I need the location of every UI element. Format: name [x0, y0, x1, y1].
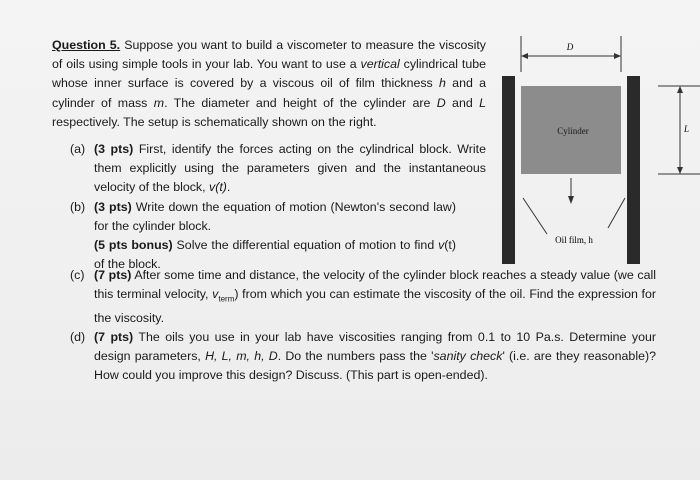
text-segment: . Do the numbers pass the ' — [277, 349, 434, 364]
text-segment: term — [218, 294, 235, 304]
label-cylinder: Cylinder — [557, 126, 589, 136]
label-l: L — [684, 124, 690, 134]
text-segment: m — [153, 95, 165, 110]
l-arrow-bottom — [677, 167, 683, 174]
text-segment: sanity check — [433, 349, 503, 364]
text-segment: vertical — [360, 57, 400, 72]
part-c — [52, 266, 656, 328]
question-text-full — [52, 266, 656, 386]
text-segment: ' (i.e. are they reasonable)? How could you improve this design? Discuss. (This part is open-ended). — [94, 349, 656, 383]
text-segment: (3 pts) — [94, 142, 134, 157]
question-text-left — [52, 36, 486, 274]
text-segment: respectively. The setup is schematically shown on the right. — [52, 114, 377, 129]
l-arrow-top — [677, 86, 683, 93]
question-number: Question 5. — [52, 38, 121, 52]
text-segment: L — [479, 95, 486, 110]
question-intro — [52, 36, 486, 132]
oil-film-pointer-right — [608, 198, 625, 228]
d-arrow-right — [614, 53, 621, 59]
viscometer-diagram — [490, 30, 700, 270]
text-segment: The oils you use in your lab have viscosities ranging from 0.1 to 10 Pa.s. Determine your design parameters, — [94, 330, 656, 364]
text-segment: H, L, m, h, D — [205, 349, 278, 364]
text-segment: v — [212, 287, 219, 302]
tube-wall-left — [502, 76, 515, 264]
text-segment: Solve the differential equation of motion to find — [172, 238, 439, 253]
text-segment: Suppose you want to build a viscometer to measure the viscosity of oils using simple tools in your lab. You want to use a — [52, 38, 486, 72]
part-a-text — [94, 140, 486, 198]
label-d: D — [566, 42, 574, 52]
velocity-arrow-head — [568, 196, 574, 204]
label-oil-film: Oil film, h — [555, 235, 593, 245]
oil-film-pointer-left — [523, 198, 547, 234]
text-segment: (5 pts bonus) — [94, 238, 173, 253]
part-d-label: (d) — [70, 330, 86, 345]
text-segment: ) from which you can estimate the viscosity of the oil. Find the expression for the viscosity. — [94, 287, 656, 325]
text-segment: First, identify the forces acting on the cylindrical block. Write them explicitly using the parameters given and the instantaneous velocity of the block, — [94, 142, 486, 195]
part-c-label: (c) — [70, 268, 85, 282]
text-segment: (3 pts) — [94, 199, 132, 214]
text-segment: v(t) — [209, 180, 227, 195]
tube-wall-right — [627, 76, 640, 264]
part-d-text — [94, 328, 656, 386]
text-segment: and — [445, 95, 480, 110]
text-segment: D — [436, 95, 446, 110]
text-segment: After some time and distance, the velocity of the cylinder block reaches a steady value (we call this terminal velocity, — [94, 268, 656, 302]
part-c-text — [94, 266, 656, 328]
text-segment: cylindrical tube whose inner surface is covered by a viscous oil of film thickness — [52, 57, 487, 91]
part-b — [52, 198, 486, 275]
text-segment: h — [439, 76, 446, 91]
text-segment: . The diameter and height of the cylinder are — [164, 95, 437, 110]
text-segment: v — [438, 238, 445, 253]
text-segment: . — [226, 180, 231, 195]
text-segment: Write down the equation of motion (Newton's second law) for the cylinder block. — [94, 199, 456, 233]
part-a — [52, 140, 486, 198]
text-segment: (t) of the block. — [94, 238, 456, 272]
part-d — [52, 328, 656, 386]
text-segment: and a cylinder of mass — [52, 76, 486, 110]
d-arrow-left — [521, 53, 528, 59]
text-segment: (7 pts) — [94, 330, 134, 345]
part-b-label: (b) — [70, 199, 86, 214]
text-segment: (7 pts) — [94, 268, 132, 282]
part-b-text — [94, 198, 486, 275]
part-a-label: (a) — [70, 142, 86, 157]
